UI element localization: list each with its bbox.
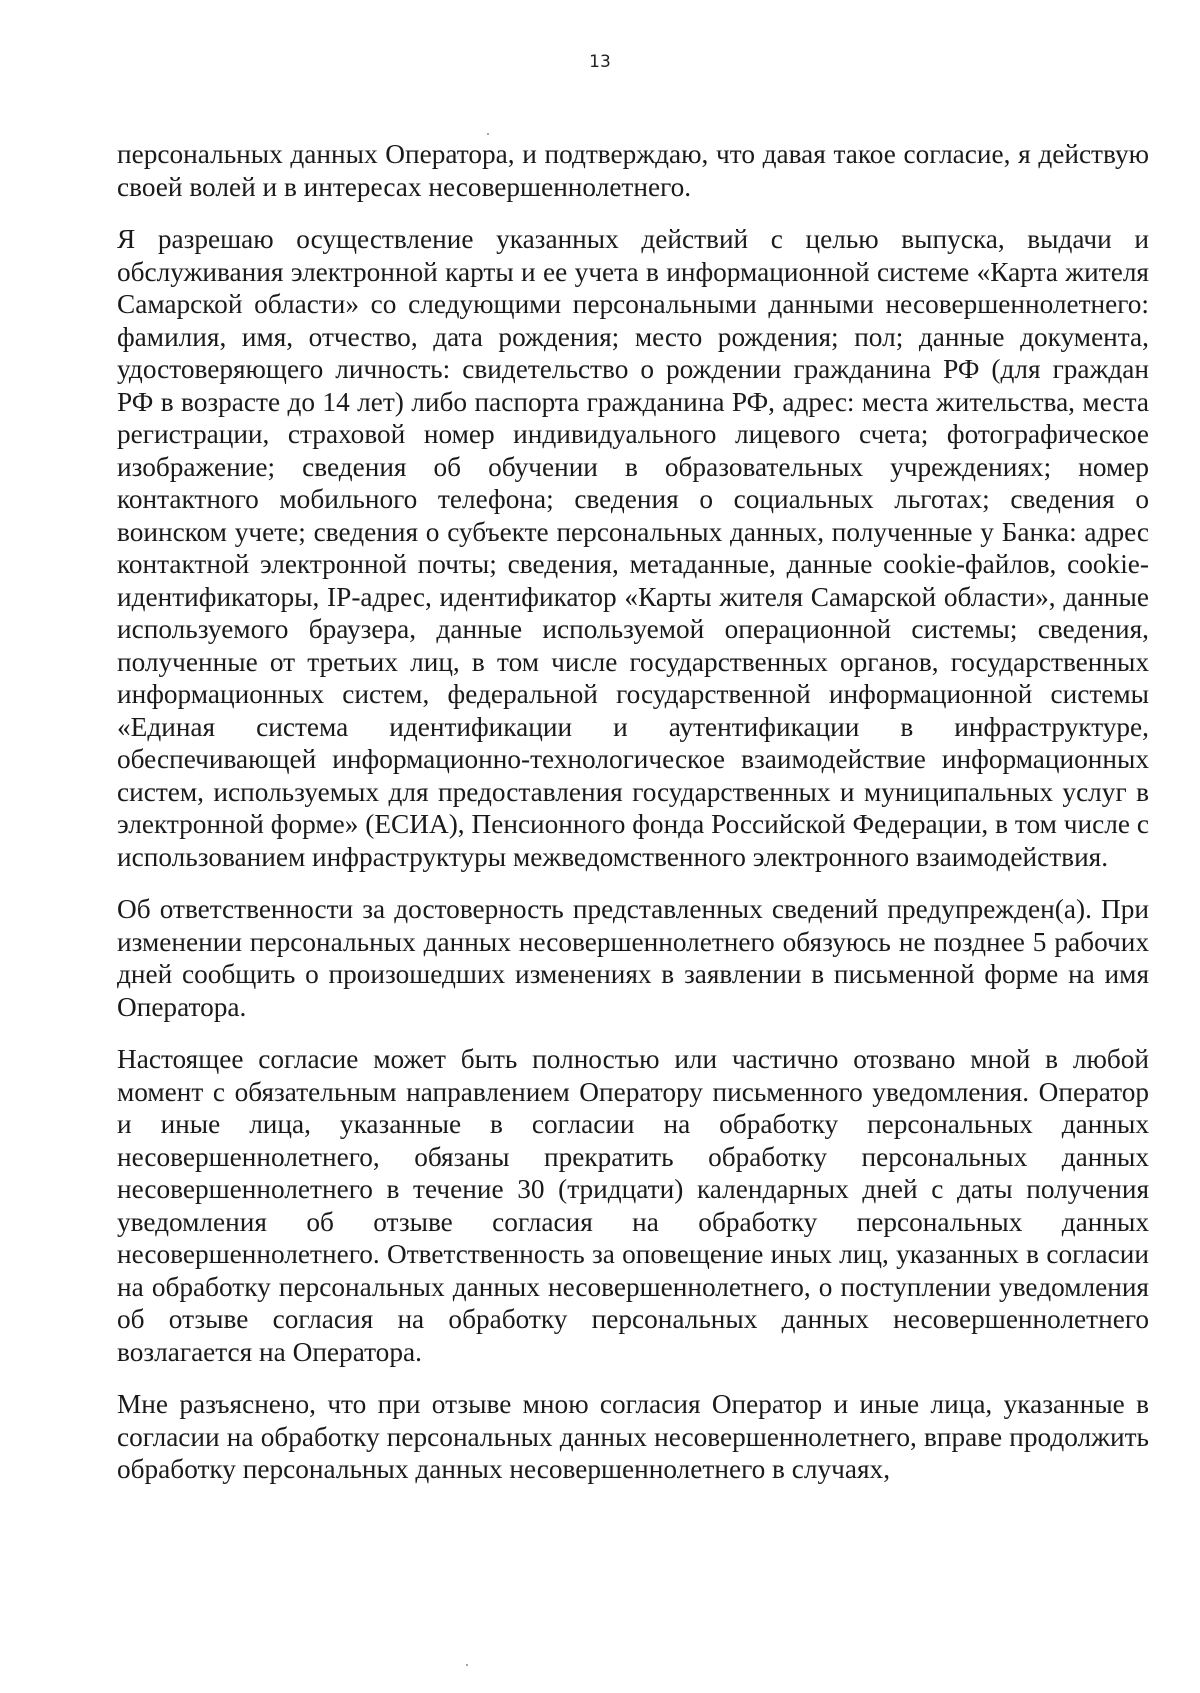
- page-number: 13: [589, 52, 611, 72]
- scan-speck: [487, 133, 489, 135]
- paragraph-responsibility: Об ответственности за достоверность представленных сведений предупрежден(а). При изменении персональных данных несовершеннолетнего обязуюсь не позднее 5 рабочих дней сообщить о произошедших изменениях в заявлении в письменной форме на имя Оператора.: [117, 894, 1149, 1022]
- paragraph-withdrawal: Настоящее согласие может быть полностью или частично отозвано мной в любой момент с обязательным направлением Оператору письменного уведомления. Оператор и иные лица, указанные в согласии на обработку персональных данных несовершеннолетнего, обязаны прекратить обработку персональных данных несовершеннолетнего в течение 30 (тридцати) календарных дней с даты получения уведомления об отзыве согласия на обработку персональных данных несовершеннолетнего. Ответственность за оповещение иных лиц, указанных в согласии на обработку персональных данных несовершеннолетнего, о поступлении уведомления об отзыве согласия на обработку персональных данных несовершеннолетнего возлагается на Оператора.: [117, 1044, 1149, 1367]
- paragraph-permitted-data: Я разрешаю осуществление указанных действий с целью выпуска, выдачи и обслуживания электронной карты и ее учета в информационной системе «Карта жителя Самарской области» со следующими персональными данными несовершеннолетнего: фамилия, имя, отчество, дата рождения; место рождения; пол; данные документа, удостоверяющего личность: свидетельство о рождении гражданина РФ (для граждан РФ в возрасте до 14 лет) либо паспорта гражданина РФ, адрес: места жительства, места регистрации, страховой номер индивидуального лицевого счета; фотографическое изображение; сведения об обучении в образовательных учреждениях; номер контактного мобильного телефона; сведения о социальных льготах; сведения о воинском учете; сведения о субъекте персональных данных, полученные у Банка: адрес контактной электронной почты; сведения, метаданные, данные cookie-файлов, cookie-идентификаторы, IP-адрес, идентификатор «Карты жителя Самарской области», данные используемого браузера, данные используемой операционной системы; сведения, полученные от третьих лиц, в том числе государственных органов, государственных информационных систем, федеральной государственной информационной системы «Единая система идентификации и аутентификации в инфраструктуре, обеспечивающей информационно-технологическое взаимодействие информационных систем, используемых для предоставления государственных и муниципальных услуг в электронной форме» (ЕСИА), Пенсионного фонда Российской Федерации, в том числе с использованием инфраструктуры межведомственного электронного взаимодействия.: [117, 224, 1149, 872]
- paragraph-explanation: Мне разъяснено, что при отзыве мною согласия Оператор и иные лица, указанные в согласии на обработку персональных данных несовершеннолетнего, вправе продолжить обработку персональных данных несовершеннолетнего в случаях,: [117, 1389, 1149, 1484]
- scan-speck: [466, 1664, 468, 1666]
- document-body: [117, 138, 1149, 1506]
- paragraph-consent-continuation: персональных данных Оператора, и подтверждаю, что давая такое согласие, я действую своей волей и в интересах несовершеннолетнего.: [117, 139, 1149, 202]
